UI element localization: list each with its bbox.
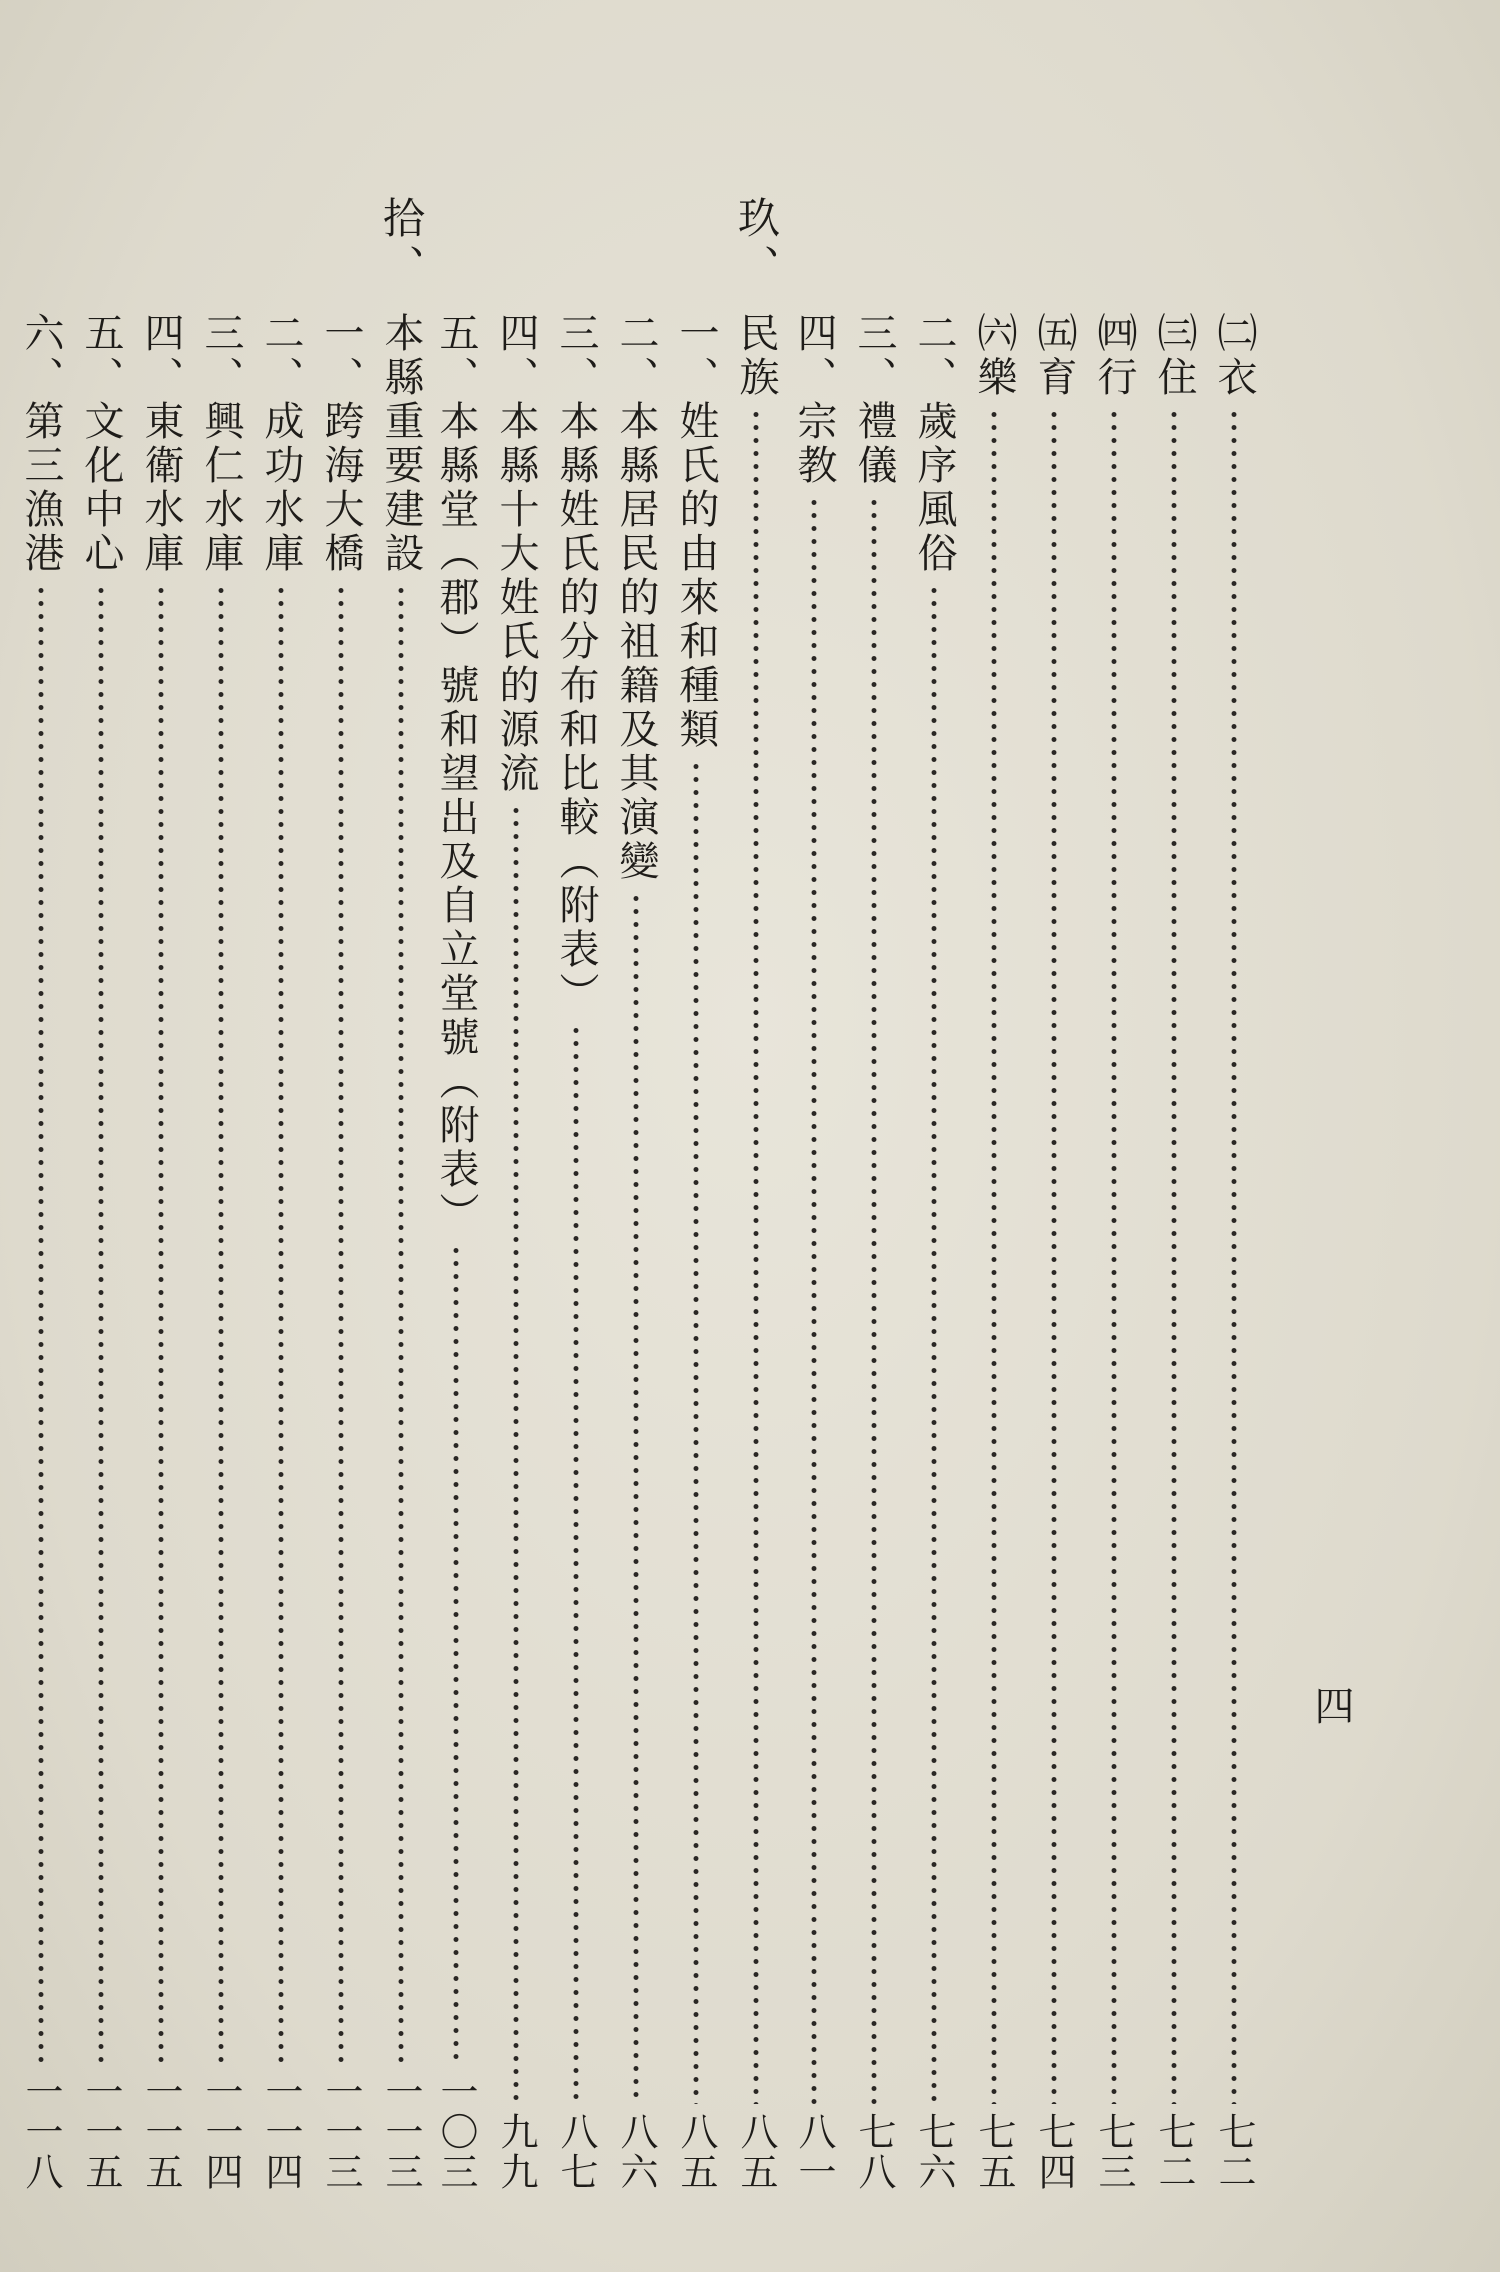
- toc-entry-page: 一一五: [139, 2072, 183, 2192]
- toc-entry: [490, 312, 542, 2192]
- toc-entry-title: 三、禮儀: [851, 312, 897, 488]
- toc-entry-page: 一一四: [199, 2072, 243, 2192]
- toc-entry-title: 三、興仁水庫: [198, 312, 244, 576]
- toc-entry: [1148, 312, 1200, 2192]
- leader-dots: [991, 408, 997, 2104]
- toc-entry: [848, 312, 900, 2192]
- toc-entry: [968, 312, 1020, 2192]
- leader-dots: [338, 584, 344, 2064]
- leader-dots: [98, 584, 104, 2064]
- toc-entry-title: 二、本縣居民的祖籍及其演變: [613, 312, 659, 884]
- leader-dots: [218, 584, 224, 2064]
- toc-entry-page: 七二: [1212, 2112, 1256, 2192]
- toc-entry: [1208, 312, 1260, 2192]
- toc-entry-title: 一、跨海大橋: [318, 312, 364, 576]
- folio-number: 四: [1308, 1685, 1354, 1725]
- toc-entry-page: 七三: [1092, 2112, 1136, 2192]
- toc-entry: [15, 312, 67, 2192]
- toc-entry-title: ㈡衣: [1211, 312, 1257, 400]
- leader-dots: [633, 892, 639, 2104]
- leader-dots: [931, 584, 937, 2104]
- leader-dots: [398, 584, 404, 2064]
- toc-entry-page: 七二: [1152, 2112, 1196, 2192]
- toc-entry: [730, 312, 782, 2192]
- toc-entry-title: 四、東衛水庫: [138, 312, 184, 576]
- toc-entry-page: 九九: [494, 2112, 538, 2192]
- toc-entry: [315, 312, 367, 2192]
- leader-dots: [453, 1244, 459, 2064]
- toc-entry-title: ㈤育: [1031, 312, 1077, 400]
- toc-entry-title: 一、姓氏的由來和種類: [673, 312, 719, 752]
- leader-dots: [158, 584, 164, 2064]
- toc-entry: [670, 312, 722, 2192]
- toc-entry-page: 八一: [792, 2112, 836, 2192]
- toc-entry-page: 八七: [554, 2112, 598, 2192]
- toc-entry-page: 七六: [912, 2112, 956, 2192]
- toc-entry: [610, 312, 662, 2192]
- leader-dots: [811, 496, 817, 2104]
- toc-entry-title: 三、本縣姓氏的分布和比較︵附表︶: [553, 312, 599, 1016]
- toc-entry-page: 七五: [972, 2112, 1016, 2192]
- toc-entry: [195, 312, 247, 2192]
- toc-entry: [135, 312, 187, 2192]
- leader-dots: [278, 584, 284, 2064]
- toc-entry-title: 二、歲序風俗: [911, 312, 957, 576]
- toc-entry: [430, 312, 482, 2192]
- leader-dots: [513, 804, 519, 2104]
- toc-entry-title: 五、本縣堂︵郡︶號和望出及自立堂號︵附表︶: [433, 312, 479, 1236]
- toc-entry-page: 一一八: [19, 2072, 63, 2192]
- chapter-heading: 拾、: [377, 196, 426, 292]
- leader-dots: [38, 584, 44, 2064]
- leader-dots: [753, 408, 759, 2104]
- toc-entry-page: 一一四: [259, 2072, 303, 2192]
- leader-dots: [1111, 408, 1117, 2104]
- toc-entry: [550, 312, 602, 2192]
- toc-entry-title: 六、第三漁港: [18, 312, 64, 576]
- toc-entry-title: 五、文化中心: [78, 312, 124, 576]
- toc-entry-page: 一一五: [79, 2072, 123, 2192]
- toc-entry-page: 一一三: [319, 2072, 363, 2192]
- toc-entry-page: 八五: [674, 2112, 718, 2192]
- leader-dots: [871, 496, 877, 2104]
- toc-entry: [1088, 312, 1140, 2192]
- toc-entry-title: ㈥樂: [971, 312, 1017, 400]
- toc-entry: [375, 312, 427, 2192]
- leader-dots: [1231, 408, 1237, 2104]
- toc-entry-title: 四、宗教: [791, 312, 837, 488]
- leader-dots: [693, 760, 699, 2104]
- leader-dots: [1051, 408, 1057, 2104]
- toc-entry: [1028, 312, 1080, 2192]
- toc-entry-page: 八五: [734, 2112, 778, 2192]
- toc-entry: [788, 312, 840, 2192]
- toc-entry-page: 七四: [1032, 2112, 1076, 2192]
- toc-entry: [255, 312, 307, 2192]
- toc-entry-title: 四、本縣十大姓氏的源流: [493, 312, 539, 796]
- toc-entry: [75, 312, 127, 2192]
- toc-entry-title: 二、成功水庫: [258, 312, 304, 576]
- toc-entry-title: 民族: [733, 312, 779, 400]
- toc-entry-title: ㈣行: [1091, 312, 1137, 400]
- leader-dots: [1171, 408, 1177, 2104]
- toc-entry-title: 本縣重要建設: [378, 312, 424, 576]
- toc-entry-page: 七八: [852, 2112, 896, 2192]
- toc-entry-page: 一一三: [379, 2072, 423, 2192]
- toc-entry: [908, 312, 960, 2192]
- chapter-heading: 玖、: [732, 196, 781, 292]
- leader-dots: [573, 1024, 579, 2104]
- toc-entry-page: 八六: [614, 2112, 658, 2192]
- toc-entry-title: ㈢住: [1151, 312, 1197, 400]
- toc-entry-page: 一〇三: [434, 2072, 478, 2192]
